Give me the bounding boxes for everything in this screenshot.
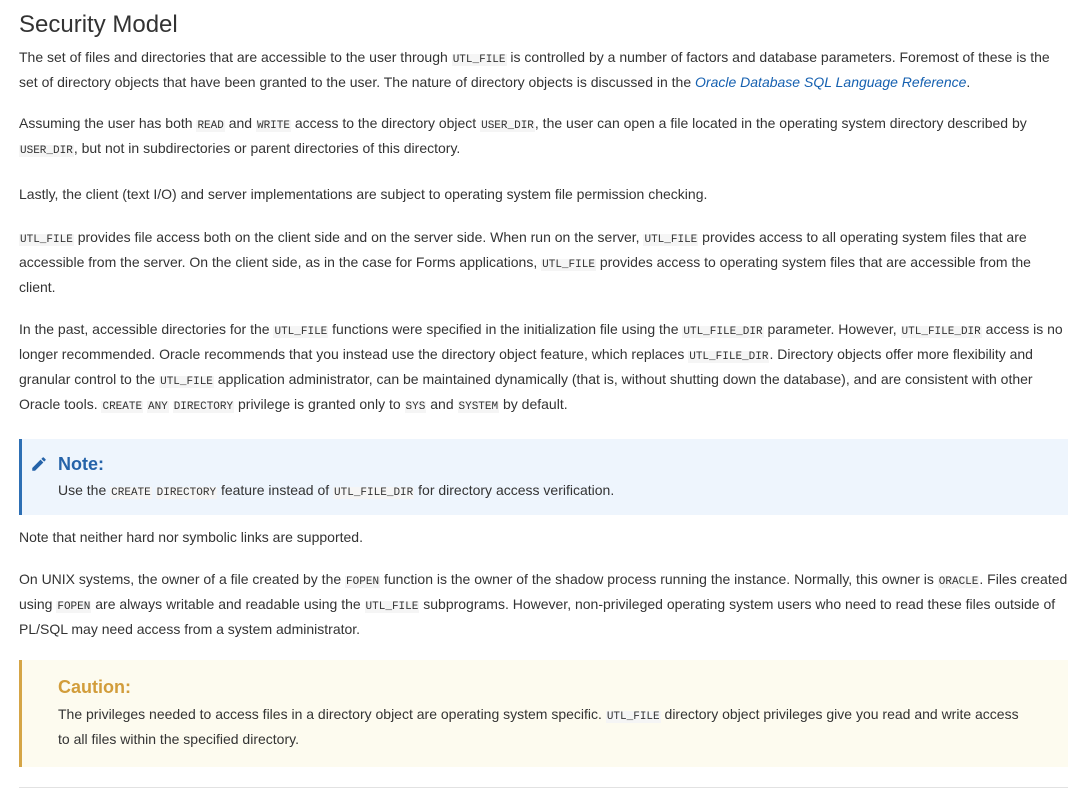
note-header	[30, 451, 1068, 477]
code-utl-file: UTL_FILE	[606, 711, 660, 723]
paragraph-user-dir-access	[19, 112, 1068, 162]
paragraph-utl-file-dir-history	[19, 318, 1068, 418]
text: provides file access both on the client side and on the server side. When run on the server,	[73, 229, 644, 245]
text: subprograms. However, non-privileged operating system users who need to read these files outside of PL/SQL may need access from a system administrator.	[19, 596, 1056, 637]
paragraph-directory-objects	[19, 46, 1068, 93]
text: , the user can open a file located in the operating system directory described by	[534, 115, 1027, 131]
text: directory object privileges give you read and write access to all files within the specified directory.	[58, 706, 1019, 747]
text: Assuming the user has both	[19, 115, 197, 131]
paragraph-client-server-access	[19, 226, 1068, 298]
code-user-dir: USER_DIR	[481, 120, 534, 132]
note-title: Note:	[58, 454, 104, 474]
paragraph-permission-checking: Lastly, the client (text I/O) and server implementations are subject to operating system file permission checking.	[19, 186, 708, 202]
code-utl-file-dir: UTL_FILE_DIR	[334, 487, 414, 499]
paragraph-unix-ownership	[19, 568, 1068, 640]
text: In the past, accessible directories for the	[19, 321, 274, 337]
code-utl-file: UTL_FILE	[365, 601, 419, 613]
text: privilege is granted only to	[234, 396, 405, 412]
code-user-dir: USER_DIR	[20, 145, 73, 157]
code-read: READ	[197, 120, 224, 132]
code-system: SYSTEM	[458, 401, 499, 413]
code-utl-file: UTL_FILE	[20, 234, 73, 246]
code-create: CREATE	[111, 487, 151, 499]
text: is controlled by a number of factors and database parameters. Foremost of these is the set of directory objects that have been granted to the user. The nature of directory objects is discussed in the	[19, 49, 1050, 90]
code-utl-file: UTL_FILE	[542, 259, 595, 271]
code-write: WRITE	[256, 120, 290, 132]
code-fopen: FOPEN	[346, 576, 380, 588]
code-utl-file: UTL_FILE	[452, 54, 506, 66]
text: feature instead of	[217, 482, 334, 498]
code-utl-file: UTL_FILE	[644, 234, 698, 246]
text: by default.	[499, 396, 568, 412]
text: On UNIX systems, the owner of a file created by the	[19, 571, 346, 587]
sql-reference-link[interactable]: Oracle Database SQL Language Reference	[695, 74, 967, 90]
code-utl-file-dir: UTL_FILE_DIR	[901, 326, 981, 338]
text: access to the directory object	[291, 115, 481, 131]
caution-title: Caution:	[58, 677, 131, 697]
text: application administrator, can be maintained dynamically (that is, without shutting down the database), and are consistent with other Oracle tools.	[19, 371, 1033, 412]
text: function is the owner of the shadow process running the instance. Normally, this owner is	[380, 571, 938, 587]
text: and	[224, 115, 256, 131]
text: .	[966, 74, 971, 90]
text: Use the	[58, 482, 111, 498]
text: The privileges needed to access files in a directory object are operating system specific.	[58, 706, 606, 722]
text: and	[426, 396, 458, 412]
code-utl-file-dir: UTL_FILE_DIR	[689, 351, 769, 363]
code-directory: DIRECTORY	[173, 401, 234, 413]
note-box	[19, 439, 1068, 515]
text: access is no longer recommended. Oracle recommends that you instead use the directory object feature, which replaces	[19, 321, 1063, 362]
code-any: ANY	[147, 401, 168, 413]
note-body	[58, 479, 1068, 504]
paragraph-links-not-supported: Note that neither hard nor symbolic links are supported.	[19, 529, 363, 545]
caution-box	[19, 660, 1068, 767]
pencil-icon	[30, 455, 48, 473]
code-oracle: ORACLE	[938, 576, 979, 588]
code-fopen: FOPEN	[57, 601, 91, 613]
text: parameter. However,	[763, 321, 901, 337]
text: . Files created using	[19, 571, 1068, 612]
text: provides access to operating system files that are accessible from the client.	[19, 254, 1031, 295]
text: are always writable and readable using the	[91, 596, 365, 612]
text: functions were specified in the initialization file using the	[328, 321, 683, 337]
code-utl-file: UTL_FILE	[160, 376, 213, 388]
text: The set of files and directories that are accessible to the user through	[19, 49, 452, 65]
code-utl-file: UTL_FILE	[274, 326, 328, 338]
code-sys: SYS	[405, 401, 426, 413]
text: for directory access verification.	[414, 482, 615, 498]
code-utl-file-dir: UTL_FILE_DIR	[683, 326, 763, 338]
text: provides access to all operating system files that are accessible from the server. On the client side, as in the case for Forms applications,	[19, 229, 1027, 270]
text: , but not in subdirectories or parent directories of this directory.	[73, 140, 461, 156]
page-title: Security Model	[19, 11, 178, 38]
caution-body	[58, 703, 1068, 750]
code-create: CREATE	[102, 401, 143, 413]
code-directory: DIRECTORY	[156, 487, 217, 499]
text: . Directory objects offer more flexibility and granular control to the	[19, 346, 1033, 387]
